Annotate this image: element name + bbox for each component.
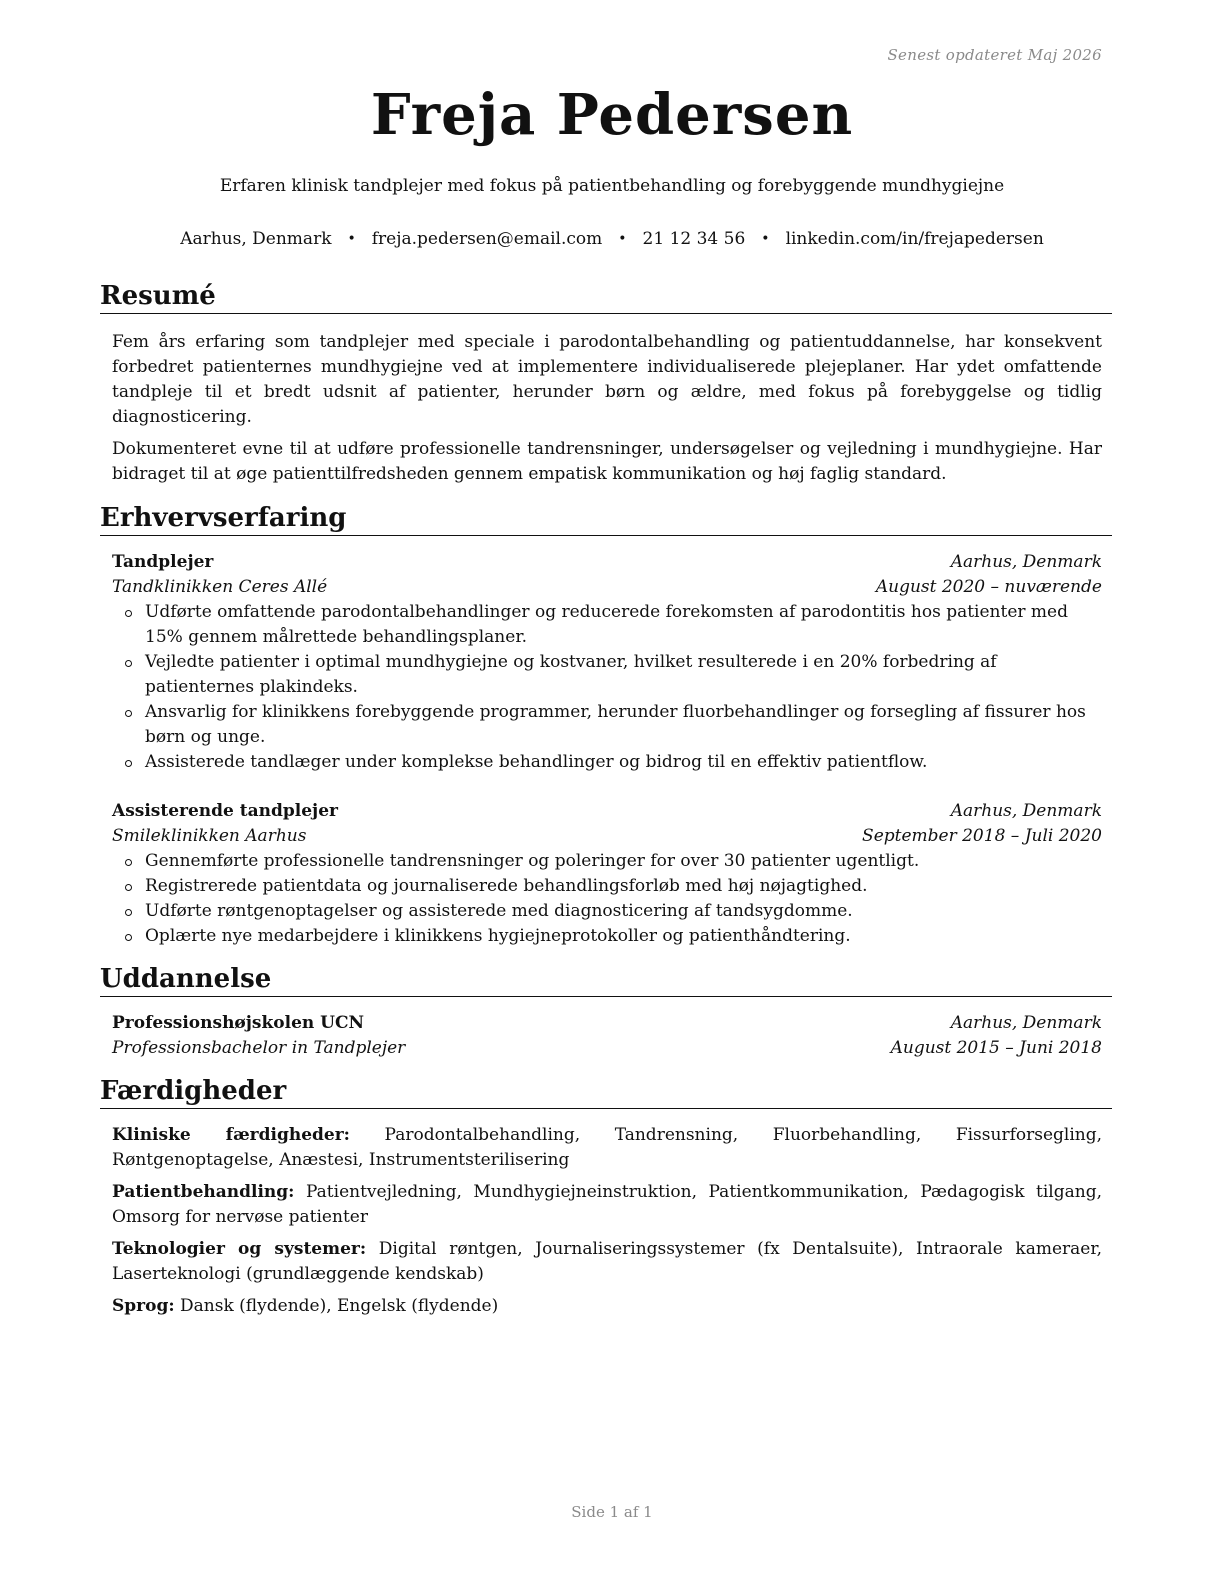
skill-row — [112, 1180, 1102, 1230]
skill-value: Parodontalbehandling, Tandrensning, Fluorbehandling, Fissurforsegling, Røntgenoptagelse, Anæstesi, Instrumentsterilisering — [112, 1125, 1103, 1170]
tagline: Erfaren klinisk tandplejer med fokus på patientbehandling og forebyggende mundhygiejne — [219, 176, 1005, 196]
separator-dot: • — [347, 231, 356, 247]
job-role: Tandplejer — [112, 552, 214, 572]
job-entry — [112, 799, 1102, 949]
job-bullet: Oplærte nye medarbejdere i klinikkens hygiejneprotokoller og patienthåndtering. — [112, 924, 1102, 949]
skill-row — [112, 1237, 1102, 1287]
job-role: Assisterende tandplejer — [112, 801, 338, 821]
job-bullet: Ansvarlig for klinikkens forebyggende programmer, herunder fluorbehandlinger og forsegling af fissurer hos børn og unge. — [112, 700, 1102, 750]
section-title-experience: Erhvervserfaring — [100, 502, 1112, 536]
job-bullets — [112, 600, 1102, 775]
job-location: Aarhus, Denmark — [950, 801, 1102, 821]
summary-section — [100, 314, 1112, 487]
resume-body — [100, 280, 1112, 1326]
last-updated: Senest opdateret Maj 2026 — [887, 46, 1102, 64]
contact-linkedin[interactable]: linkedin.com/in/frejapedersen — [785, 229, 1044, 249]
education-subheader — [112, 1036, 1102, 1061]
skills-section — [100, 1109, 1112, 1319]
job-header — [112, 550, 1102, 575]
education-section — [100, 997, 1112, 1061]
candidate-name: Freja Pedersen — [370, 82, 854, 148]
section-title-education: Uddannelse — [100, 963, 1112, 997]
job-entry — [112, 550, 1102, 775]
skill-label: Sprog: — [112, 1296, 175, 1316]
contact-location: Aarhus, Denmark — [180, 229, 332, 249]
skill-value: Patientvejledning, Mundhygiejneinstruktion, Patientkommunikation, Pædagogisk tilgang, Omsorg for nervøse patienter — [112, 1182, 1102, 1227]
separator-dot: • — [761, 231, 770, 247]
job-company: Smileklinikken Aarhus — [112, 826, 307, 846]
summary-paragraph: Dokumenteret evne til at udføre professionelle tandrensninger, undersøgelser og vejledning i mundhygiejne. Har bidraget til at øge patienttilfredsheden gennem empatisk kommunikation og høj faglig standard. — [112, 439, 1102, 484]
section-title-skills: Færdigheder — [100, 1075, 1112, 1109]
job-bullets — [112, 849, 1102, 949]
skill-value: Digital røntgen, Journaliseringssystemer (fx Dentalsuite), Intraorale kameraer, Laserteknologi (grundlæggende kendskab) — [112, 1239, 1102, 1284]
skill-row — [112, 1294, 1102, 1319]
job-subheader — [112, 575, 1102, 600]
job-subheader — [112, 824, 1102, 849]
job-dates: September 2018 – Juli 2020 — [862, 826, 1102, 846]
separator-dot: • — [618, 231, 627, 247]
education-dates: August 2015 – Juni 2018 — [890, 1038, 1102, 1058]
education-header — [112, 1011, 1102, 1036]
experience-section — [100, 536, 1112, 949]
job-header — [112, 799, 1102, 824]
education-location: Aarhus, Denmark — [950, 1013, 1102, 1033]
skill-label: Teknologier og systemer: — [112, 1239, 367, 1259]
skill-row — [112, 1123, 1102, 1173]
skill-value: Dansk (flydende), Engelsk (flydende) — [180, 1296, 499, 1316]
skill-label: Kliniske færdigheder: — [112, 1125, 350, 1145]
job-bullet: Registrerede patientdata og journaliserede behandlingsforløb med høj nøjagtighed. — [112, 874, 1102, 899]
job-dates: August 2020 – nuværende — [875, 577, 1102, 597]
job-bullet: Assisterede tandlæger under komplekse behandlinger og bidrog til en effektiv patientflow. — [112, 750, 1102, 775]
education-school: Professionshøjskolen UCN — [112, 1013, 365, 1033]
job-bullet: Udførte omfattende parodontalbehandlinger og reducerede forekomsten af parodontitis hos patienter med 15% gennem målrettede behandlingsplaner. — [112, 600, 1102, 650]
section-title-summary: Resumé — [100, 280, 1112, 314]
contact-phone: 21 12 34 56 — [642, 229, 746, 249]
job-company: Tandklinikken Ceres Allé — [112, 577, 328, 597]
job-bullet: Vejledte patienter i optimal mundhygiejne og kostvaner, hvilket resulterede i en 20% forbedring af patienternes plakindeks. — [112, 650, 1102, 700]
job-bullet: Gennemførte professionelle tandrensninger og poleringer for over 30 patienter ugentligt. — [112, 849, 1102, 874]
summary-paragraph: Fem års erfaring som tandplejer med speciale i parodontalbehandling og patientuddannelse, har konsekvent forbedret patienternes mundhygiejne ved at implementere individualiserede plejeplaner. Har ydet omfattende tandpleje til et bredt udsnit af patienter, herunder børn og ældre, med fokus på forebyggelse og tidlig diagnosticering. — [112, 332, 1102, 427]
education-degree: Professionsbachelor in Tandplejer — [112, 1038, 406, 1058]
page-number: Side 1 af 1 — [571, 1503, 653, 1521]
contact-email[interactable]: freja.pedersen@email.com — [371, 229, 603, 249]
skill-label: Patientbehandling: — [112, 1182, 295, 1202]
contact-line — [0, 229, 1224, 249]
job-location: Aarhus, Denmark — [950, 552, 1102, 572]
job-bullet: Udførte røntgenoptagelser og assisterede med diagnosticering af tandsygdomme. — [112, 899, 1102, 924]
